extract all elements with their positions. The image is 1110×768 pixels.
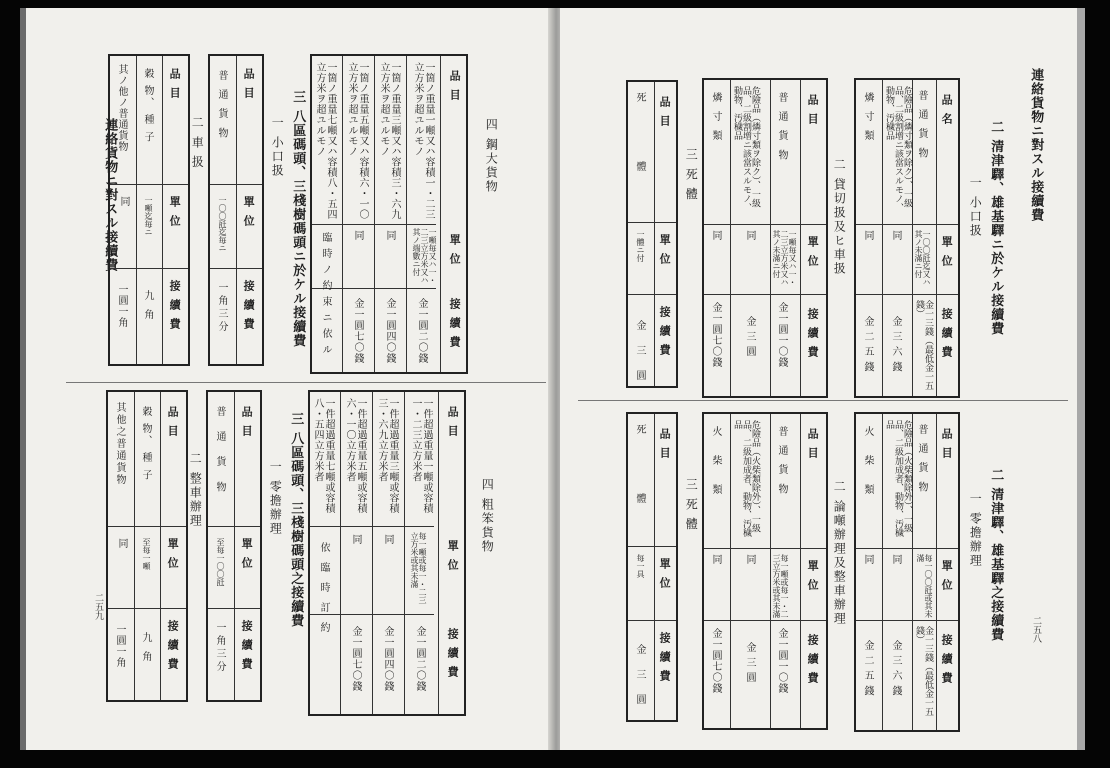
table-row-item: 燐 寸 類 (710, 92, 721, 144)
subsection-dead: 三 死 體 (684, 478, 699, 532)
table-row-unit: 每一具 (636, 554, 645, 578)
table-row-item: 普 通 貨 物 (776, 92, 787, 163)
table-row-unit: 一體ニ付 (636, 230, 645, 262)
header-fee: 接 續 費 (940, 308, 954, 359)
table-row-item: 一箇ノ重量五噸又ハ容積六・一〇立方米ヲ超ユルモノ (346, 62, 368, 220)
table-dead-body (626, 80, 678, 388)
table-row-fee: 金一圓二〇錢 (416, 298, 427, 364)
section-title: 三 八區碼頭、三棧樹碼頭ニ於ケル接續費 (290, 90, 306, 348)
header-unit: 單 位 (446, 540, 460, 572)
table-row-item: 火 柴 類 (862, 426, 873, 503)
header-unit: 單 位 (240, 538, 254, 570)
table-row-unit: 同 (744, 554, 755, 565)
table-row-fee: 一圓一角 (116, 284, 127, 328)
subsection-small: 一 小口扱 (270, 116, 285, 178)
header-item: 品 目 (940, 428, 954, 460)
table-row-unit: 依臨時訂約 (318, 542, 329, 642)
subsection-small: 一 小口扱 (968, 176, 983, 238)
table-row-unit: 同 (862, 554, 873, 565)
left-page (20, 8, 556, 750)
table-row-item: 一件超過重量一噸或容積一・二三立方米者 (410, 398, 432, 514)
table-row-unit: 同 (352, 230, 363, 241)
table-row-unit: 同 (890, 230, 901, 241)
header-fee: 接 續 費 (446, 628, 460, 679)
header-item: 品 目 (806, 94, 820, 126)
table-row-fee: 一圓一角 (114, 624, 125, 668)
table-row-item: 一箇ノ重量七噸又ハ容積八・五四立方米ヲ超ユルモノ (314, 62, 336, 220)
table-row-unit: 一〇〇瓩迄毎ニ (218, 196, 227, 252)
table-row-fee: 金一圓七〇錢 (352, 298, 363, 364)
table-dead-body (626, 412, 678, 722)
table-row-item: 危險品（火柴類除外）、一級品、二級加成者、動物、汚穢品 (884, 420, 912, 537)
table-carload (702, 412, 828, 730)
page-number: 二五八 (1031, 616, 1041, 643)
table-row-item: 一件超過重量七噸或容積八・五四立方米者 (312, 398, 334, 514)
table-row-fee: 金一圓四〇錢 (384, 298, 395, 364)
header-item: 品 目 (806, 428, 820, 460)
section-divider (66, 382, 546, 383)
table-row-fee: 一角三分 (214, 622, 225, 674)
section-title: 三 八區碼頭、三棧樹碼頭之接續費 (288, 412, 304, 628)
header-unit: 單 位 (940, 236, 954, 268)
table-row-fee: 金一圓四〇錢 (382, 626, 393, 692)
subsection-carload: 二 貸切扱及ヒ車扱 (832, 158, 847, 276)
table-small-lot (208, 54, 264, 366)
table-row-item: 燐 寸 類 (862, 92, 873, 144)
table-row-unit: 一噸迄毎ニ (144, 196, 153, 236)
table-row-unit: 同 (118, 196, 129, 207)
subsection-carload: 二 論噸辦理及整車辦理 (832, 480, 847, 626)
table-heavy-freight (310, 54, 468, 374)
header-fee: 接 續 費 (166, 620, 180, 671)
header-item: 品 目 (240, 406, 254, 438)
table-small-lot (206, 390, 262, 702)
table-row-unit: 同 (862, 230, 873, 241)
table-carload (108, 54, 190, 366)
table-row-unit: 同 (744, 230, 755, 241)
table-row-fee: 金 三 圓 (744, 316, 755, 358)
running-header: 連絡貨物ニ對スル接續費 (102, 118, 118, 272)
table-small-lot (854, 78, 960, 398)
table-row-item: 一件超過重量五噸或容積六・一〇立方米者 (344, 398, 366, 514)
table-row-fee: 九 角 (142, 290, 153, 323)
table-row-fee: 金一圓一〇錢 (776, 302, 787, 368)
table-row-unit: 臨時ノ約束ニ依ル (320, 232, 331, 360)
section-title: 二 清津驛、雄基驛ニ於ケル接續費 (988, 120, 1004, 336)
table-row-item: 死 體 (634, 424, 645, 532)
table-row-item: 危險品（燐寸類ヲ除ク）、一級品、二級割增ニ該當スルモノ、動物、汚穢品 (884, 86, 912, 212)
table-small-lot (854, 412, 960, 732)
table-row-fee: 金一圓一〇錢 (776, 628, 787, 694)
table-row-fee: 金一圓七〇錢 (350, 626, 361, 692)
header-unit: 單 位 (940, 560, 954, 592)
header-item: 品 目 (658, 428, 672, 460)
section-divider (578, 400, 1068, 401)
table-row-item: 普 通 貨 物 (214, 406, 225, 498)
page-number: 二五九 (93, 593, 103, 620)
header-unit: 單 位 (168, 196, 182, 228)
header-unit: 單 位 (242, 196, 256, 228)
subsection-carload: 二 整車辦理 (188, 452, 203, 528)
header-fee: 接 續 費 (240, 620, 254, 671)
header-fee: 接 續 費 (806, 308, 820, 359)
table-carload (106, 390, 188, 702)
header-unit: 單 位 (806, 236, 820, 268)
table-row-fee: 金 二 五 錢 (862, 316, 873, 373)
table-row-item: 一件超過重量三噸或容積三・六九立方米者 (376, 398, 398, 514)
table-carload (702, 78, 828, 398)
header-fee: 接 續 費 (940, 634, 954, 685)
table-row-unit: 一噸毎又ハ一・二三立方米又ハ其ノ未滿ニ付 (772, 230, 797, 286)
table-row-unit: 每一〇〇瓩或其未滿 (916, 554, 933, 618)
subsection-dead: 三 死 體 (684, 148, 699, 202)
table-row-fee: 金一圓七〇錢 (710, 302, 721, 368)
header-item: 品 名 (940, 94, 954, 126)
header-item: 品 目 (242, 68, 256, 100)
header-fee: 接 續 費 (168, 280, 182, 331)
header-unit: 單 位 (166, 538, 180, 570)
table-row-fee: 金 三 圓 (634, 320, 645, 387)
table-row-fee: 九 角 (140, 632, 151, 665)
table-row-item: 穀 物、 種 子 (140, 406, 151, 482)
table-row-fee: 金一圓七〇錢 (710, 628, 721, 694)
header-fee: 接 續 費 (658, 306, 672, 357)
header-item: 品 目 (448, 70, 462, 102)
table-row-fee: 金一三錢（最低金一五錢） (914, 626, 933, 716)
table-row-item: 一箇ノ重量三噸又ハ容積三・六九立方米ヲ超ユルモノ (378, 62, 400, 220)
header-unit: 單 位 (658, 558, 672, 590)
table-row-unit: 同 (710, 230, 721, 241)
table-row-item: 普 通 貨 物 (916, 90, 927, 161)
table-row-item: 普 通 貨 物 (776, 426, 787, 497)
table-row-unit: 同 (382, 534, 393, 545)
table-row-item: 普 通 貨 物 (216, 70, 227, 141)
table-row-unit: 每一噸或每一・二三立方米或其未滿 (772, 554, 789, 618)
table-row-item: 其他之普通貨物 (114, 402, 125, 486)
table-row-unit: 至每一〇〇瓩 (216, 538, 225, 586)
table-row-unit: 同 (890, 554, 901, 565)
table-row-fee: 金一圓二〇錢 (414, 626, 425, 692)
right-page (560, 8, 1085, 750)
header-item: 品 目 (446, 406, 460, 438)
group-title: 四 鋼大貨物 (484, 118, 499, 194)
table-row-unit: 同 (350, 534, 361, 545)
table-row-fee: 金一三錢（最低金一五錢） (914, 300, 933, 390)
subsection-carload: 二 車 扱 (190, 116, 205, 170)
table-row-fee: 金 三 圓 (744, 642, 755, 684)
table-row-unit: 一噸毎又ハ一・二三立方米又ハ其ノ端數ニ付 (412, 228, 437, 284)
header-fee: 接 續 費 (658, 632, 672, 683)
running-header: 連絡貨物ニ對スル接續費 (1028, 68, 1044, 222)
table-row-fee: 金 三 圓 (634, 644, 645, 711)
table-row-item: 其ノ他ノ普通貨物 (116, 64, 127, 152)
group-title: 四 粗笨貨物 (480, 478, 495, 554)
table-row-fee: 一角三分 (216, 282, 227, 334)
header-fee: 接 續 費 (806, 634, 820, 685)
header-unit: 單 位 (658, 234, 672, 266)
section-title: 二 清津驛、雄基驛之接續費 (988, 468, 1004, 642)
header-fee: 接 續 費 (448, 298, 462, 349)
table-row-unit: 每一噸或每一・二三立方米或其未滿 (410, 532, 427, 604)
table-row-unit: 同 (384, 230, 395, 241)
header-unit: 單 位 (448, 234, 462, 266)
table-row-item: 死 體 (634, 92, 645, 200)
table-row-fee: 金 三 六 錢 (890, 316, 901, 373)
table-row-unit: 同 (116, 538, 127, 549)
header-fee: 接 續 費 (242, 280, 256, 331)
table-heavy-freight (308, 390, 466, 716)
table-row-item: 一箇ノ重量一噸又ハ容積一・二三立方米ヲ超ユルモノ (412, 62, 434, 220)
table-row-fee: 金 二 五 錢 (862, 640, 873, 697)
header-unit: 單 位 (806, 560, 820, 592)
subsection-small: 一 零擔辦理 (968, 492, 983, 568)
table-row-unit: 同 (710, 554, 721, 565)
header-item: 品 目 (658, 96, 672, 128)
header-item: 品 目 (168, 68, 182, 100)
table-row-fee: 金 三 六 錢 (890, 640, 901, 697)
header-item: 品 目 (166, 406, 180, 438)
table-row-unit: 至每一噸 (142, 538, 151, 570)
table-row-item: 火 柴 類 (710, 426, 721, 503)
table-row-item: 危險品（火柴類除外）、一級品、二級加成者、動物、汚穢品 (732, 420, 760, 537)
table-row-unit: 一〇〇瓩迄又ハ其ノ未滿ニ付 (914, 230, 931, 286)
subsection-small: 一 零擔辦理 (268, 460, 283, 536)
table-row-item: 普 通 貨 物 (916, 424, 927, 495)
table-row-item: 危險品（燐寸類ヲ除ク）、一級品、二級割增ニ該當スルモノ、動物、汚穢品 (732, 86, 760, 212)
table-row-item: 穀 物、 種 子 (142, 68, 153, 144)
